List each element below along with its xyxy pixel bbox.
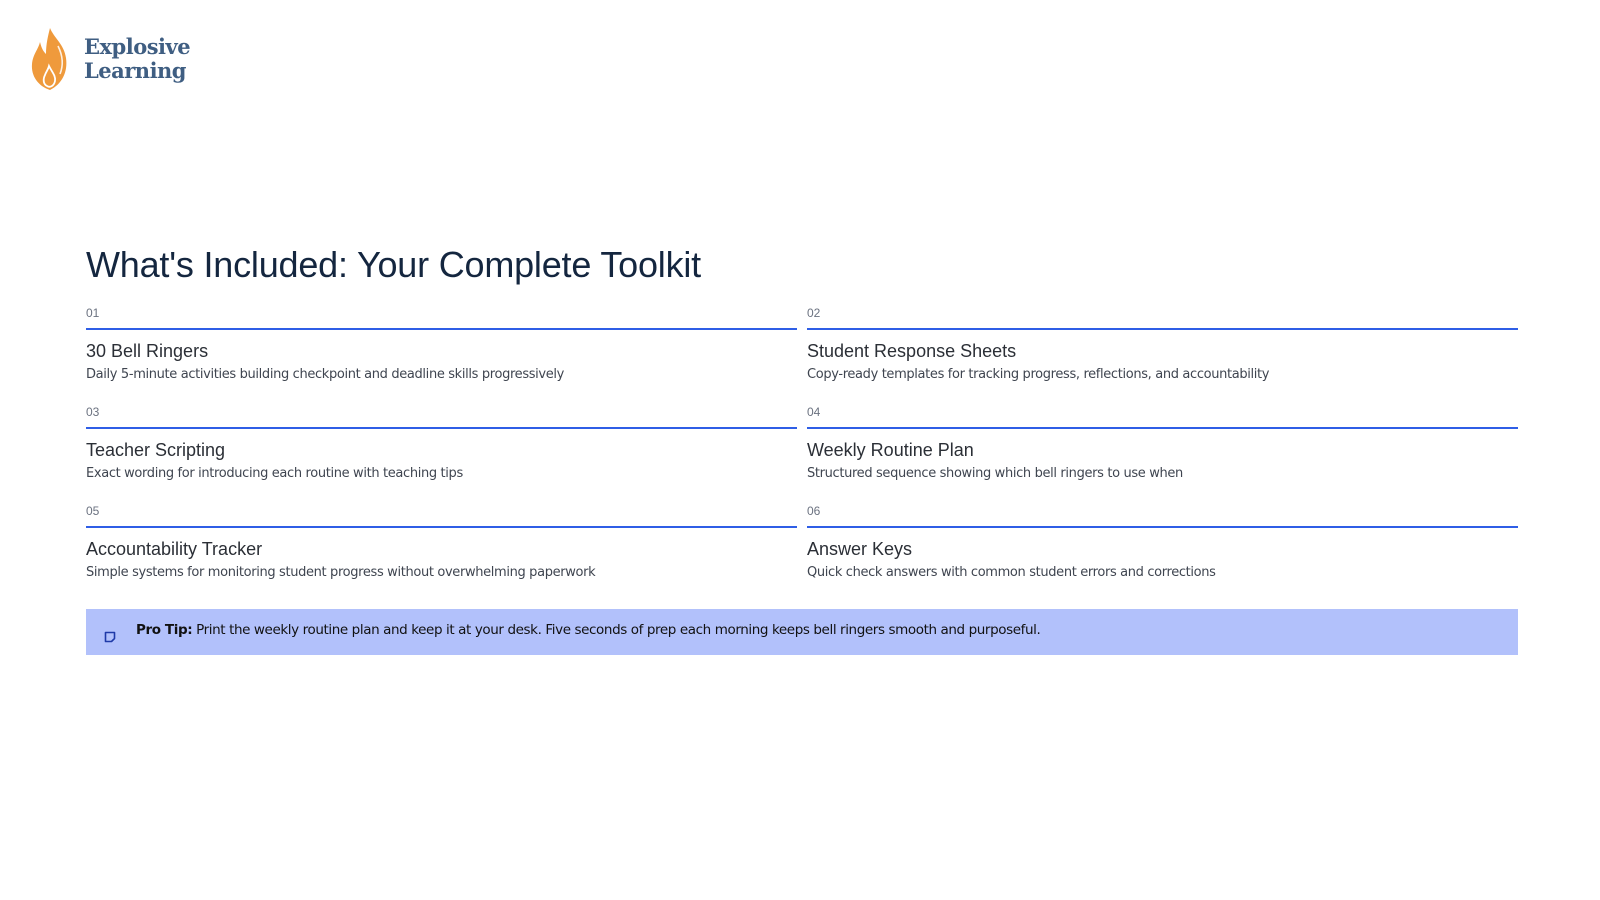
- toolkit-item-bell-ringers: [86, 304, 797, 403]
- item-number: 02: [807, 306, 821, 320]
- item-title: 30 Bell Ringers: [86, 341, 209, 361]
- item-number: 05: [86, 504, 100, 518]
- item-number: 01: [86, 306, 100, 320]
- pro-tip-text: [136, 622, 1040, 638]
- toolkit-item-teacher-scripting: [86, 403, 797, 502]
- brand-name-line2: Learning: [84, 58, 186, 83]
- note-icon: [104, 631, 116, 643]
- brand-name: [84, 35, 190, 83]
- toolkit-item-student-response-sheets: [807, 304, 1518, 403]
- item-number: 03: [86, 405, 100, 419]
- item-title: Answer Keys: [807, 539, 913, 559]
- pro-tip-body: Print the weekly routine plan and keep it at your desk. Five seconds of prep each morning keeps bell ringers smooth and purposeful.: [192, 622, 1041, 638]
- item-description: Copy-ready templates for tracking progress, reflections, and accountability: [807, 367, 1270, 382]
- item-divider: [807, 427, 1518, 429]
- flame-icon: [28, 26, 72, 92]
- brand-name-line1: Explosive: [84, 34, 191, 59]
- item-title: Accountability Tracker: [86, 539, 263, 559]
- item-description: Exact wording for introducing each routine with teaching tips: [86, 466, 463, 481]
- item-number: 04: [807, 405, 821, 419]
- item-title: Student Response Sheets: [807, 341, 1017, 361]
- toolkit-item-weekly-routine-plan: [807, 403, 1518, 502]
- item-divider: [807, 526, 1518, 528]
- page-title: What's Included: Your Complete Toolkit: [86, 244, 701, 285]
- item-description: Simple systems for monitoring student progress without overwhelming paperwork: [86, 565, 596, 580]
- pro-tip-label: Pro Tip:: [136, 622, 193, 638]
- item-divider: [86, 427, 797, 429]
- item-number: 06: [807, 504, 821, 518]
- item-divider: [807, 328, 1518, 330]
- item-description: Daily 5-minute activities building checkpoint and deadline skills progressively: [86, 367, 565, 382]
- item-description: Structured sequence showing which bell ringers to use when: [807, 466, 1183, 481]
- brand-logo: [28, 26, 190, 92]
- item-title: Teacher Scripting: [86, 440, 226, 460]
- toolkit-item-answer-keys: [807, 502, 1518, 601]
- item-description: Quick check answers with common student errors and corrections: [807, 565, 1216, 580]
- item-divider: [86, 328, 797, 330]
- pro-tip-callout: [86, 609, 1518, 655]
- item-title: Weekly Routine Plan: [807, 440, 974, 460]
- toolkit-grid: [86, 304, 1518, 601]
- toolkit-item-accountability-tracker: [86, 502, 797, 601]
- item-divider: [86, 526, 797, 528]
